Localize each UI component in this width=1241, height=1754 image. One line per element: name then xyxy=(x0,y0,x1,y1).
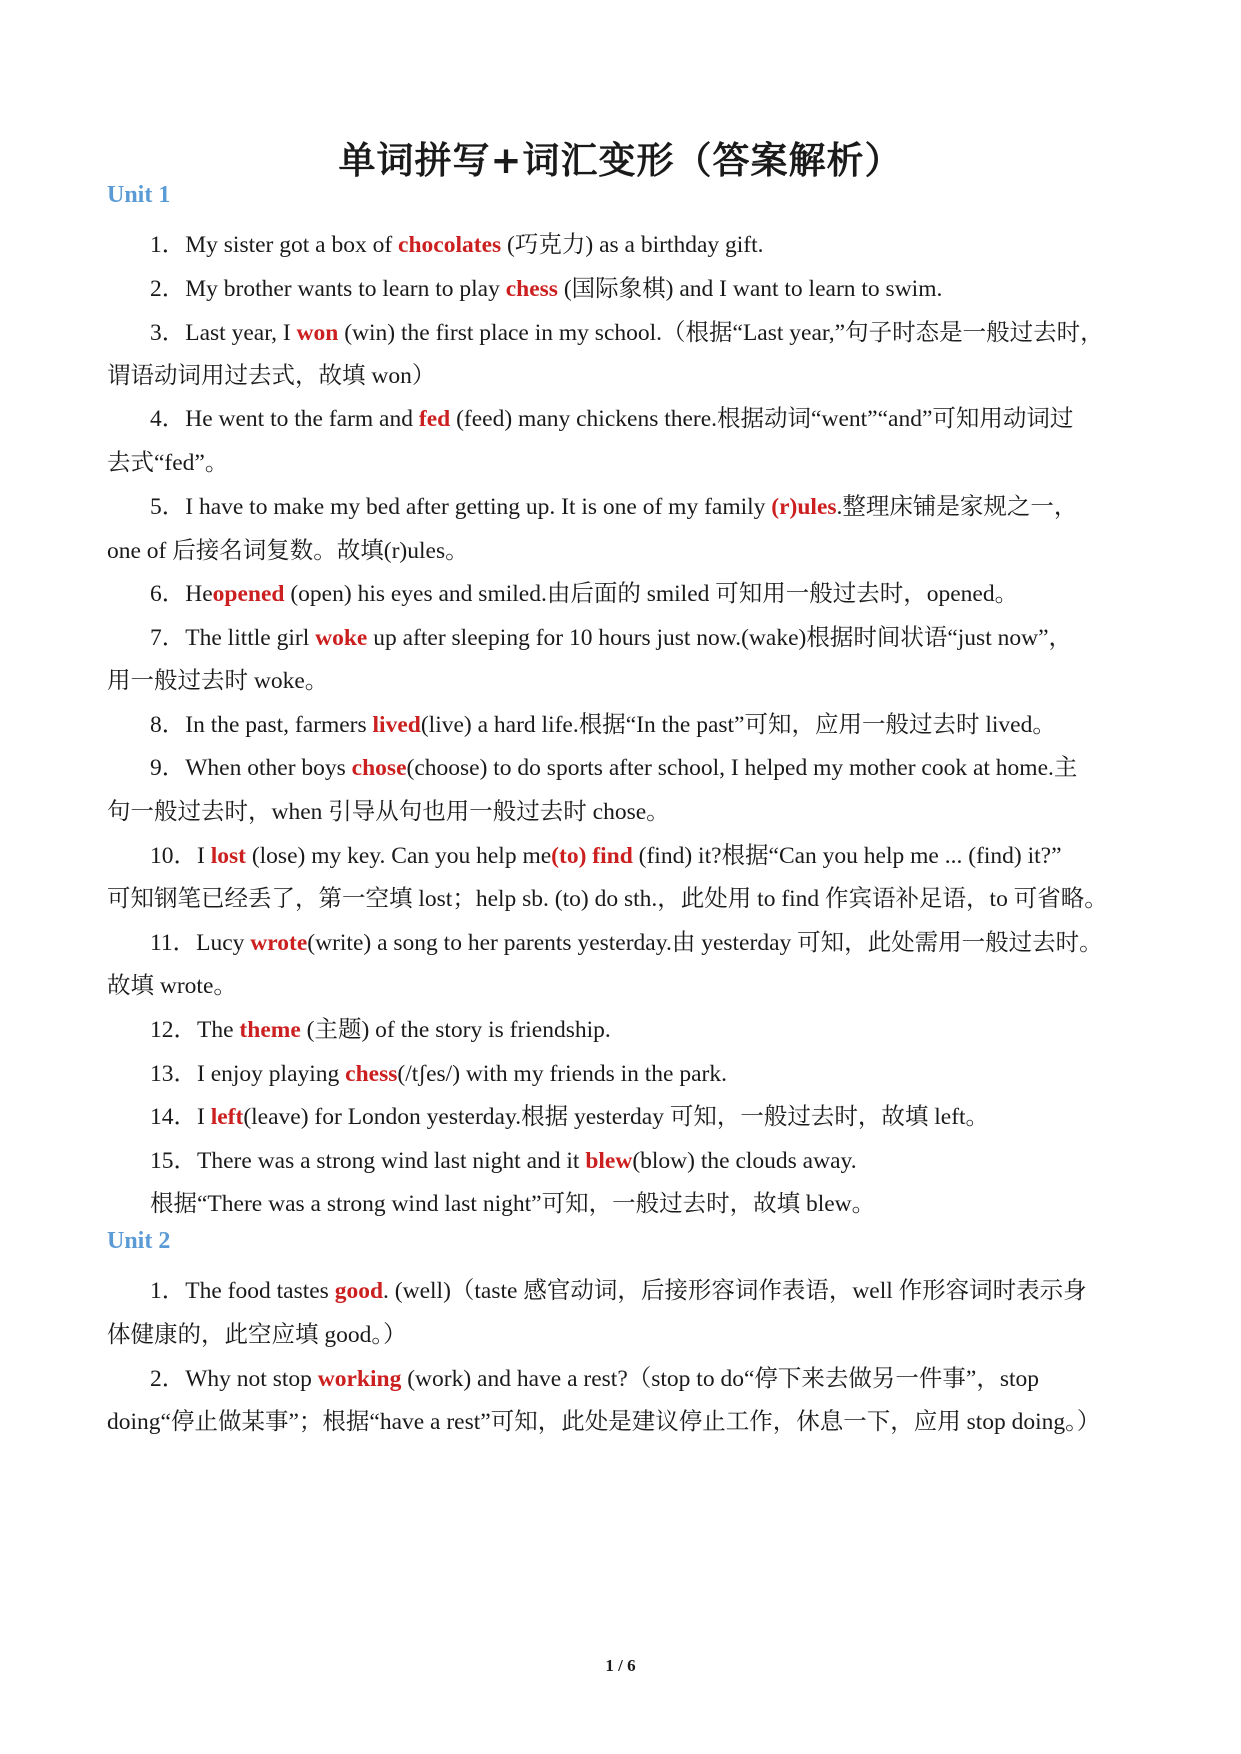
item-line: 3．Last year, I won (win) the first place in my school.（根据“Last year,”句子时态是一般过去时， xyxy=(150,320,1104,346)
item-line: 2．Why not stop working (work) and have a rest?（stop to do“停下来去做另一件事”，stop xyxy=(150,1366,1039,1392)
answer: opened xyxy=(212,581,285,607)
item-line-continued: 谓语动词用过去式，故填 won） xyxy=(107,363,436,389)
item-line: 4．He went to the farm and fed (feed) many chickens there.根据动词“went”“and”可知用动词过 xyxy=(150,406,1074,432)
answer: good xyxy=(334,1278,384,1304)
item-line: 10．I lost (lose) my key. Can you help me(to) find (find) it?根据“Can you help me ... (find) it?” xyxy=(150,843,1062,869)
answer: (to) find xyxy=(551,843,633,869)
answer: chose xyxy=(351,755,407,781)
item-line-continued: 故填 wrote。 xyxy=(107,973,237,999)
answer: fed xyxy=(418,406,451,432)
item-line: 6．Heopened (open) his eyes and smiled.由后面的 smiled 可知用一般过去时，opened。 xyxy=(150,581,1019,607)
item-line-continued: 句一般过去时，when 引导从句也用一般过去时 chose。 xyxy=(107,799,670,825)
item-line: 1．The food tastes good. (well)（taste 感官动词，后接形容词作表语，well 作形容词时表示身 xyxy=(150,1278,1087,1304)
answer: left xyxy=(210,1104,244,1130)
answer: blew xyxy=(585,1148,633,1174)
item-line-continued: 用一般过去时 woke。 xyxy=(107,668,329,694)
item-line: 12．The theme (主题) of the story is friendship. xyxy=(150,1017,611,1043)
answer: lived xyxy=(372,712,421,738)
page-number: 1 / 6 xyxy=(605,1656,636,1675)
item-line: 1．My sister got a box of chocolates (巧克力) as a birthday gift. xyxy=(150,232,764,258)
unit-heading: Unit 2 xyxy=(107,1228,171,1254)
item-line-continued: 去式“fed”。 xyxy=(107,450,229,476)
item-line-continued: doing“停止做某事”；根据“have a rest”可知，此处是建议停止工作，休息一下，应用 stop doing。） xyxy=(107,1409,1101,1435)
answer: chess xyxy=(505,276,558,302)
answer: chess xyxy=(345,1061,398,1087)
item-line-continued: 根据“There was a strong wind last night”可知，一般过去时，故填 blew。 xyxy=(150,1191,876,1217)
unit-heading: Unit 1 xyxy=(107,182,171,208)
item-line-continued: 可知钢笔已经丢了，第一空填 lost；help sb. (to) do sth.，此处用 to find 作宾语补足语，to 可省略。 xyxy=(107,886,1108,912)
item-line-continued: 体健康的，此空应填 good。） xyxy=(107,1322,407,1348)
answer: (r)ules xyxy=(771,494,837,520)
item-line: 7．The little girl woke up after sleeping for 10 hours just now.(wake)根据时间状语“just now”， xyxy=(150,625,1073,651)
answer: lost xyxy=(210,843,246,869)
item-line: 15．There was a strong wind last night and it blew(blow) the clouds away. xyxy=(150,1148,857,1174)
item-line: 2．My brother wants to learn to play chess (国际象棋) and I want to learn to swim. xyxy=(150,276,943,302)
item-line: 8．In the past, farmers lived(live) a hard life.根据“In the past”可知，应用一般过去时 lived。 xyxy=(150,712,1056,738)
page-title: 单词拼写+词汇变形（答案解析） xyxy=(338,139,903,182)
item-line: 9．When other boys chose(choose) to do sports after school, I helped my mother cook at home.主 xyxy=(150,755,1078,781)
answer: woke xyxy=(315,625,368,651)
answer: theme xyxy=(239,1017,301,1043)
item-line: 14．I left(leave) for London yesterday.根据 yesterday 可知，一般过去时，故填 left。 xyxy=(150,1104,990,1130)
item-line: 5．I have to make my bed after getting up. It is one of my family (r)ules.整理床铺是家规之一， xyxy=(150,494,1078,520)
item-line-continued: one of 后接名词复数。故填(r)ules。 xyxy=(107,538,469,564)
item-line: 11．Lucy wrote(write) a song to her parents yesterday.由 yesterday 可知，此处需用一般过去时。 xyxy=(150,930,1103,956)
answer: working xyxy=(317,1366,402,1392)
answer: wrote xyxy=(250,930,308,956)
answer: won xyxy=(296,320,339,346)
item-line: 13．I enjoy playing chess(/tʃes/) with my friends in the park. xyxy=(150,1061,727,1087)
answer: chocolates xyxy=(398,232,502,258)
